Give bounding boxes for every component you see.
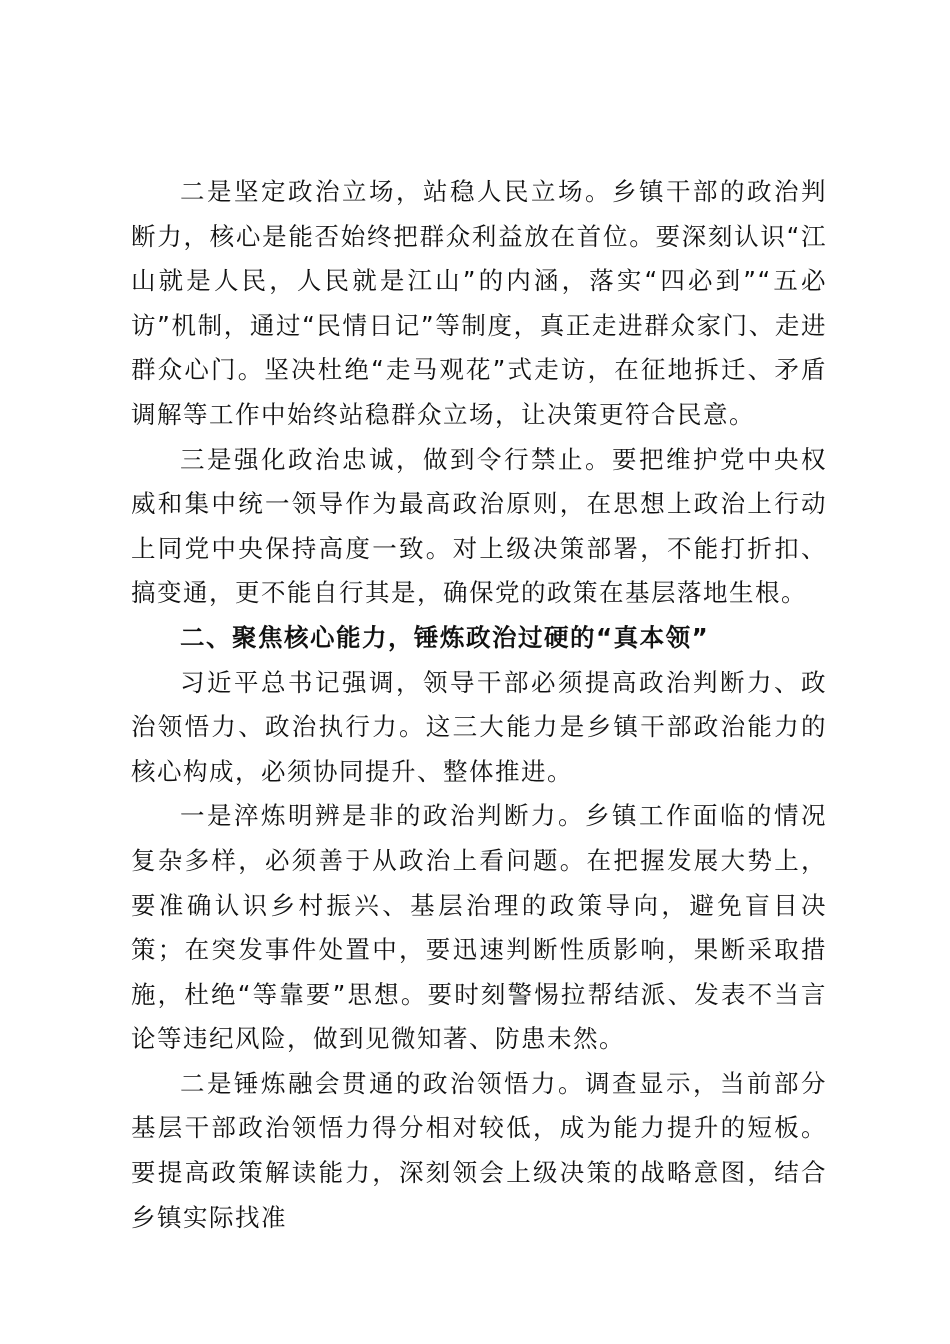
paragraph-political-comprehension: 二是锤炼融会贯通的政治领悟力。调查显示，当前部分基层干部政治领悟力得分相对较低，成为能力提升的短板。要提高政策解读能力，深刻领会上级决策的战略意图，结合乡镇实际找准: [131, 1068, 827, 1232]
document-page: [131, 170, 827, 1240]
paragraph-political-loyalty: 三是强化政治忠诚，做到令行禁止。要把维护党中央权威和集中统一领导作为最高政治原则，在思想上政治上行动上同党中央保持高度一致。对上级决策部署，不能打折扣、搞变通，更不能自行其是，确保党的政策在基层落地生根。: [131, 444, 827, 608]
paragraph-political-stance: 二是坚定政治立场，站稳人民立场。乡镇干部的政治判断力，核心是能否始终把群众利益放在首位。要深刻认识“江山就是人民，人民就是江山”的内涵，落实“四必到”“五必访”机制，通过“民情日记”等制度，真正走进群众家门、走进群众心门。坚决杜绝“走马观花”式走访，在征地拆迁、矛盾调解等工作中始终站稳群众立场，让决策更符合民意。: [131, 177, 827, 429]
paragraph-political-judgment: 一是淬炼明辨是非的政治判断力。乡镇工作面临的情况复杂多样，必须善于从政治上看问题。在把握发展大势上，要准确认识乡村振兴、基层治理的政策导向，避免盲目决策；在突发事件处置中，要迅速判断性质影响，果断采取措施，杜绝“等靠要”思想。要时刻警惕拉帮结派、发表不当言论等违纪风险，做到见微知著、防患未然。: [131, 801, 827, 1054]
section-heading: 二、聚焦核心能力，锤炼政治过硬的“真本领”: [180, 622, 710, 652]
paragraph-core-abilities-intro: 习近平总书记强调，领导干部必须提高政治判断力、政治领悟力、政治执行力。这三大能力是乡镇干部政治能力的核心构成，必须协同提升、整体推进。: [131, 667, 827, 786]
